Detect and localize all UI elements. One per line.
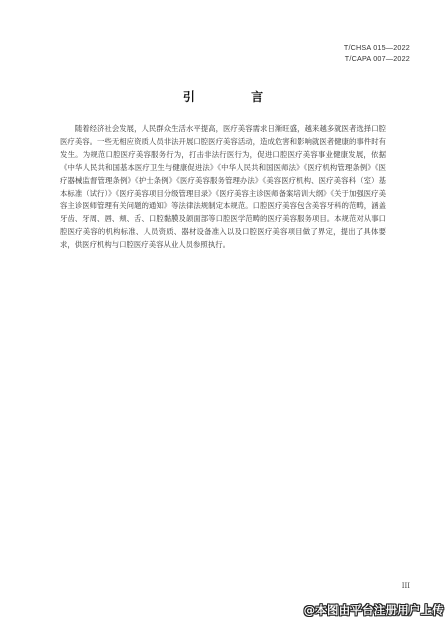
introduction-body bbox=[60, 123, 386, 252]
upload-watermark: @本图由平台注册用户上传 bbox=[303, 603, 444, 617]
introduction-paragraph: 随着经济社会发展，人民群众生活水平提高，医疗美容需求日渐旺盛，越来越多就医者选择口腔医疗美容。一些无相应资质人员非法开展口腔医疗美容活动，造成危害和影响就医者健康的事件时有发生。为规范口腔医疗美容服务行为，打击非法行医行为，促进口腔医疗美容事业健康发展，依据《中华人民共和国基本医疗卫生与健康促进法》《中华人民共和国医师法》《医疗机构管理条例》《医疗器械监督管理条例》《护士条例》《医疗美容服务管理办法》《美容医疗机构、医疗美容科（室）基本标准（试行）》《医疗美容项目分级管理目录》《医疗美容主诊医师备案培训大纲》《关于加强医疗美容主诊医师管理有关问题的通知》等法律法规制定本规范。口腔医疗美容包含美容牙科的范畴，涵盖牙齿、牙周、唇、颊、舌、口腔黏膜及颌面部等口腔医学范畴的医疗美容服务项目。本规范对从事口腔医疗美容的机构标准、人员资质、器材设备准入以及口腔医疗美容项目做了界定，提出了具体要求，供医疗机构与口腔医疗美容从业人员参照执行。 bbox=[60, 124, 386, 250]
standard-code-capa: T/CAPA 007—2022 bbox=[344, 54, 410, 63]
standard-codes bbox=[344, 42, 410, 64]
page-title: 引 言 bbox=[182, 90, 290, 104]
page-number: III bbox=[401, 582, 410, 590]
standard-code-chsa: T/CHSA 015—2022 bbox=[343, 43, 410, 52]
